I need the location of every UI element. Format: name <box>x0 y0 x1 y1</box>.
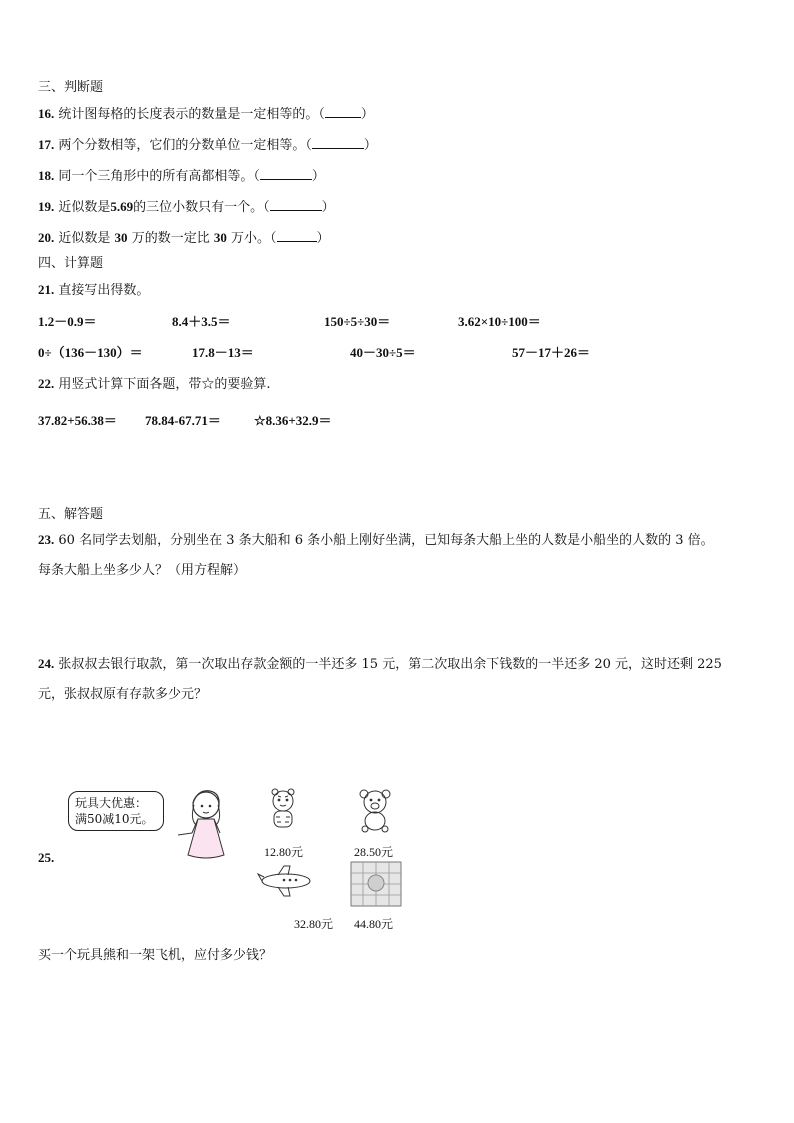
question-17 <box>38 137 377 154</box>
puzzle-price: 44.80元 <box>354 917 394 931</box>
question-number: 22. <box>38 376 55 391</box>
toy-sale-illustration <box>60 785 420 935</box>
question-25-text: 买一个玩具熊和一架飞机，应付多少钱？ <box>38 948 273 963</box>
section-title-word-problems: 五、解答题 <box>38 507 104 522</box>
question-number: 25. <box>38 850 55 865</box>
airplane-toy-icon <box>256 865 316 897</box>
question-text: 同一个三角形中的所有高都相等。（ <box>58 169 260 184</box>
question-text: 张叔叔去银行取款，第一次取出存款金额的一半还多 15 元，第二次取出余下钱数的一半还多 20 元，这时还剩 225 <box>58 657 722 672</box>
answer-blank[interactable] <box>260 168 312 180</box>
question-23-line2: 每条大船上坐多少人？（用方程解） <box>38 563 247 578</box>
calc-expression: 8.4＋3.5＝ <box>172 314 231 329</box>
question-16 <box>38 106 374 123</box>
question-text: 万的数一定比 <box>131 231 210 246</box>
number-value: 5.69 <box>110 199 134 214</box>
close-paren: ） <box>311 169 325 184</box>
question-number: 19. <box>38 199 55 214</box>
question-text: 用竖式计算下面各题，带☆的要验算. <box>58 377 271 392</box>
vertical-calc-expression: 37.82+56.38＝ <box>38 413 117 428</box>
question-text: 统计图每格的长度表示的数量是一定相等的。（ <box>58 107 325 122</box>
vertical-calc-expression: ☆8.36+32.9＝ <box>254 413 332 428</box>
question-19 <box>38 199 335 216</box>
question-number: 17. <box>38 137 55 152</box>
vertical-calc-expression: 78.84-67.71＝ <box>145 413 221 428</box>
airplane-price: 32.80元 <box>294 917 334 931</box>
bubble-line: 满50减10元。 <box>75 812 154 826</box>
calc-expression: 3.62×10÷100＝ <box>458 314 541 329</box>
answer-blank[interactable] <box>270 199 322 211</box>
close-paren: ） <box>363 138 377 153</box>
question-number: 18. <box>38 168 55 183</box>
question-text: 直接写出得数。 <box>58 283 150 298</box>
calc-expression: 1.2－0.9＝ <box>38 314 97 329</box>
question-text: 的三位小数只有一个。（ <box>133 200 270 215</box>
question-text: 两个分数相等，它们的分数单位一定相等。（ <box>58 138 312 153</box>
girl-icon <box>168 785 240 865</box>
puzzle-toy-icon <box>350 861 402 907</box>
bear-price: 28.50元 <box>354 845 394 859</box>
question-21 <box>38 282 149 299</box>
number-value: 30 <box>213 230 227 245</box>
question-text: 60 名同学去划船，分别坐在 3 条大船和 6 条小船上刚好坐满，已知每条大船上坐的人数是小船坐的人数的 3 倍。 <box>58 533 714 548</box>
calc-expression: 17.8－13＝ <box>192 345 254 360</box>
bear-toy-icon <box>352 787 398 833</box>
close-paren: ） <box>321 200 335 215</box>
tiger-price: 12.80元 <box>264 845 304 859</box>
question-23 <box>38 532 714 549</box>
question-number: 20. <box>38 230 55 245</box>
question-24-line2: 元，张叔叔原有存款多少元？ <box>38 687 208 702</box>
tiger-toy-icon <box>260 787 306 833</box>
question-number: 23. <box>38 532 55 547</box>
close-paren: ） <box>316 231 330 246</box>
calc-expression: 57－17＋26＝ <box>512 345 591 360</box>
question-number: 16. <box>38 106 55 121</box>
answer-blank[interactable] <box>325 106 361 118</box>
question-25 <box>38 850 54 867</box>
question-number: 21. <box>38 282 55 297</box>
number-value: 30 <box>114 230 128 245</box>
question-text: 近似数是 <box>58 231 111 246</box>
question-text: 近似数是 <box>58 200 111 215</box>
question-22 <box>38 376 271 393</box>
calc-expression: 0÷（136－130）＝ <box>38 345 143 360</box>
question-24 <box>38 656 722 673</box>
bubble-line: 玩具大优惠： <box>75 796 148 810</box>
close-paren: ） <box>360 107 374 122</box>
question-20 <box>38 230 330 247</box>
question-text: 万小。（ <box>230 231 277 246</box>
speech-bubble <box>68 791 164 831</box>
answer-blank[interactable] <box>277 230 317 242</box>
calc-expression: 150÷5÷30＝ <box>324 314 391 329</box>
calc-expression: 40－30÷5＝ <box>350 345 416 360</box>
section-title-calculation: 四、计算题 <box>38 256 104 271</box>
section-title-judgement: 三、判断题 <box>38 80 104 95</box>
answer-blank[interactable] <box>312 137 364 149</box>
question-number: 24. <box>38 656 55 671</box>
question-18 <box>38 168 325 185</box>
